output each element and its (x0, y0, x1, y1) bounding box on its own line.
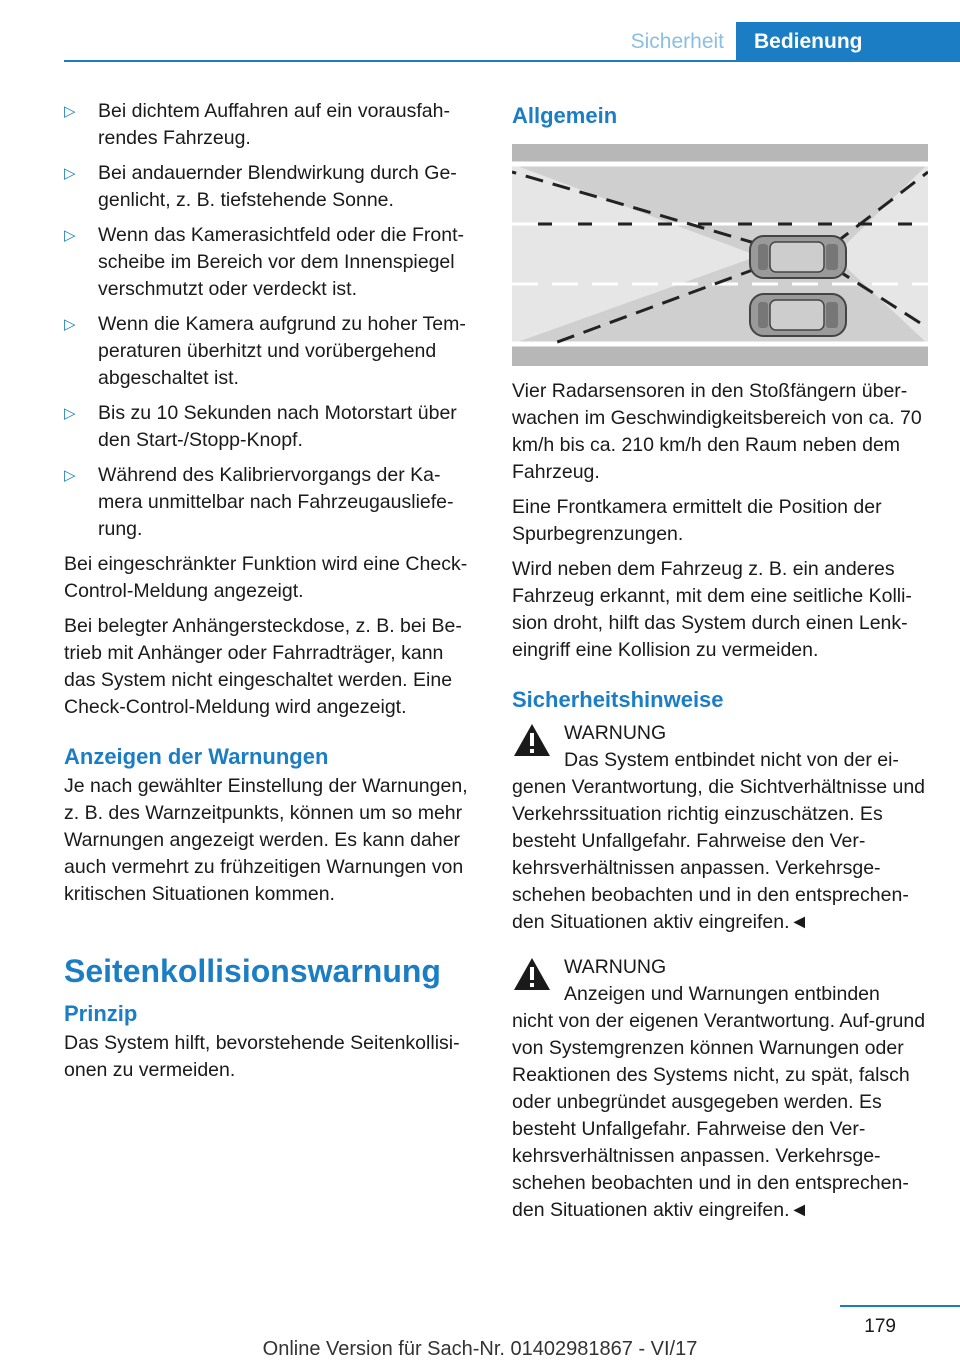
tab-sicherheit[interactable]: Sicherheit (630, 30, 724, 53)
list-item: ▷ Bei dichtem Auffahren auf ein vorausfah-rendes Fahrzeug. (64, 100, 450, 149)
list-item: ▷ Wenn das Kamerasichtfeld oder die Front-scheibe im Bereich vor dem Innenspiegel verschmutzt oder verdeckt ist. (64, 224, 464, 300)
warning-title: WARNUNG (564, 956, 667, 978)
paragraph-check-control: Bei eingeschränkter Funktion wird eine Check-Control-Meldung angezeigt. (64, 553, 468, 602)
triangle-bullet-icon: ▷ (64, 316, 76, 333)
footer-rule (840, 1305, 960, 1307)
heading-prinzip: Prinzip (64, 1001, 138, 1026)
warning-text-first: Das System entbindet nicht von der ei- (564, 749, 899, 771)
paragraph-prinzip: Das System hilft, bevorstehende Seitenkollisi-onen zu vermeiden. (64, 1032, 460, 1081)
ego-car-icon (750, 236, 846, 278)
triangle-bullet-icon: ▷ (64, 405, 76, 422)
heading-anzeigen: Anzeigen der Warnungen (64, 744, 329, 769)
online-version-text: Online Version für Sach-Nr. 01402981867 - VI/17 (262, 1338, 698, 1360)
triangle-bullet-icon: ▷ (64, 227, 76, 244)
tab-bedienung-label: Bedienung (754, 30, 863, 53)
warning-triangle-icon (512, 722, 552, 758)
triangle-bullet-icon: ▷ (64, 103, 76, 120)
header-rule (64, 60, 960, 62)
paragraph-trailer: Bei belegter Anhängersteckdose, z. B. bei Be-trieb mit Anhänger oder Fahrradträger, kann das System nicht eingeschaltet werden. Eine Check-Control-Meldung wird angezeigt. (64, 615, 462, 718)
triangle-bullet-icon: ▷ (64, 467, 76, 484)
paragraph-kamera: Eine Frontkamera ermittelt die Position der Spurbegrenzungen. (512, 496, 882, 545)
heading-seitenkollisionswarnung: Seitenkollisionswarnung (64, 953, 441, 989)
right-column (512, 98, 928, 1224)
page-header (64, 22, 960, 62)
other-car-icon (750, 294, 846, 336)
paragraph-radar: Vier Radarsensoren in den Stoßfängern über-wachen im Geschwindigkeitsbereich von ca. 70 km/h bis ca. 210 km/h den Raum neben dem Fahrzeug. (512, 380, 922, 483)
warning-triangle-icon (512, 956, 552, 992)
heading-allgemein: Allgemein (512, 103, 618, 128)
list-item: ▷ Bis zu 10 Sekunden nach Motorstart über den Start-/Stopp-Knopf. (64, 402, 457, 451)
radar-illustration (512, 144, 928, 366)
paragraph-lenkeingriff: Wird neben dem Fahrzeug z. B. ein anderes Fahrzeug erkannt, mit dem eine seitliche Kolli-sion droht, hilft das System durch einen Lenk-eingriff eine Kollision zu vermeiden. (512, 558, 912, 661)
triangle-bullet-icon: ▷ (64, 165, 76, 182)
list-item: ▷ Wenn die Kamera aufgrund zu hoher Tem-peraturen überhitzt und vorübergehend abgeschaltet ist. (64, 313, 466, 389)
heading-sicherheitshinweise: Sicherheitshinweise (512, 687, 724, 712)
page-number: 179 (864, 1316, 896, 1337)
road-diagram-image (512, 144, 928, 366)
warning-block-2 (512, 954, 928, 1224)
paragraph-anzeigen: Je nach gewählter Einstellung der Warnungen, z. B. des Warnzeitpunkts, können um so mehr Warnungen angezeigt werden. Es kann daher auch vermehrt zu frühzeitigen Warnungen von kritischen Situationen kommen. (64, 775, 468, 905)
left-column (64, 98, 476, 1092)
tab-bedienung[interactable] (736, 22, 960, 62)
warning-text-rest: nicht von der eigenen Verantwortung. Auf-grund von Systemgrenzen können Warnungen oder Reaktionen des Systems nicht, zu spät, falsch oder unbegründet ausgegeben werden. Es besteht Unfallgefahr. Fahrweise den Ver-kehrsverhältnissen anpassen. Verkehrsge-schehen beobachten und in den entsprechen-den Situationen aktiv eingreifen.◄ (512, 1010, 926, 1221)
condition-list (64, 98, 476, 543)
warning-block-1 (512, 720, 928, 936)
warning-title: WARNUNG (564, 722, 667, 744)
list-item: ▷ Während des Kalibriervorgangs der Ka-mera unmittelbar nach Fahrzeugausliefe-rung. (64, 464, 454, 540)
list-item: ▷ Bei andauernder Blendwirkung durch Ge-genlicht, z. B. tiefstehende Sonne. (64, 162, 457, 211)
warning-text-first: Anzeigen und Warnungen entbinden (564, 983, 880, 1005)
warning-text-rest: genen Verantwortung, die Sichtverhältnisse und Verkehrssituation richtig einzuschätzen. Es besteht Unfallgefahr. Fahrweise den Ver-kehrsverhältnissen anpassen. Verkehrsge-schehen beobachten und in den entsprechen-den Situationen aktiv eingreifen.◄ (512, 776, 926, 933)
